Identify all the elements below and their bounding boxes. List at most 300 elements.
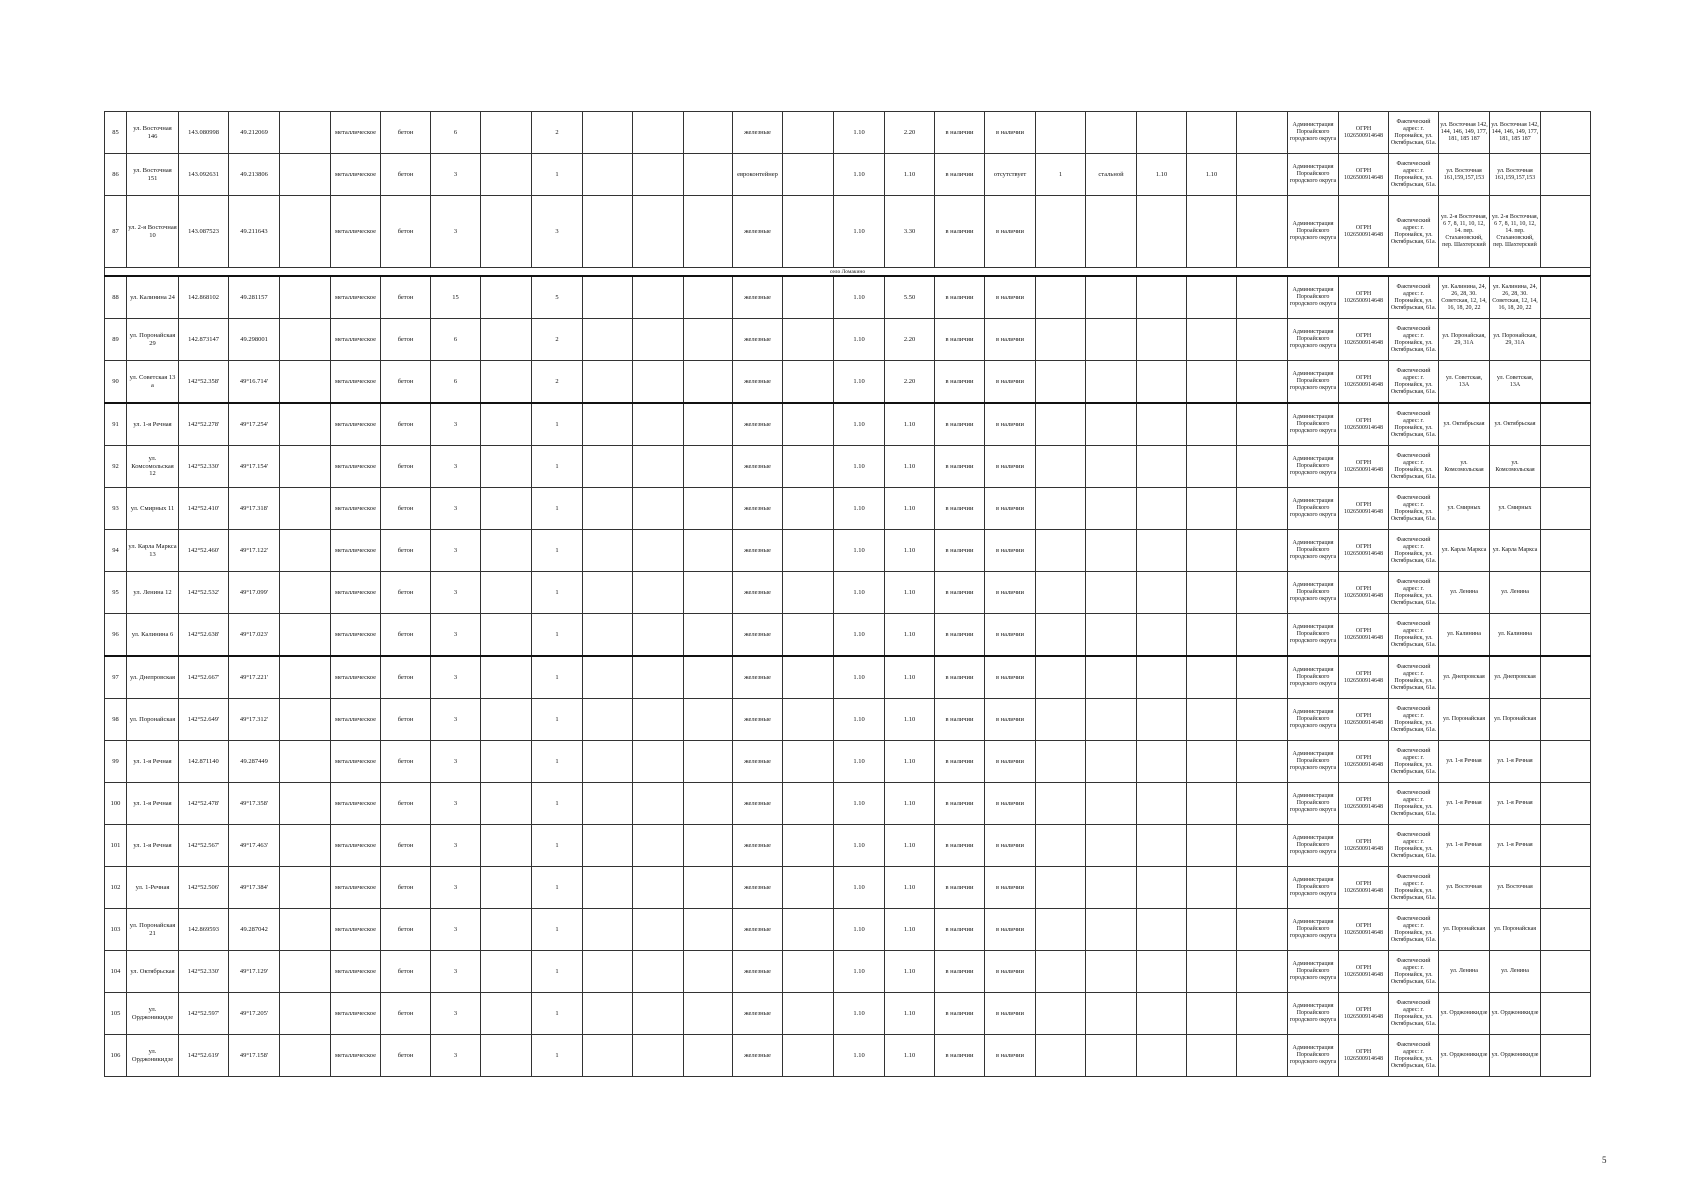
- total-volume: 1.10: [885, 783, 935, 825]
- cell-12: [633, 112, 684, 154]
- latitude: 142.869593: [179, 909, 229, 951]
- cell-20: [1036, 572, 1086, 614]
- total-volume: 1.10: [885, 741, 935, 783]
- cell-21: [1086, 656, 1137, 699]
- container-type: железные: [733, 112, 783, 154]
- cell-5: [280, 446, 331, 488]
- cell-9: [481, 276, 532, 319]
- longitude: 49°17.463': [229, 825, 280, 867]
- cell-21: [1086, 951, 1137, 993]
- table-row: [105, 951, 1591, 993]
- cell-23: [1187, 488, 1237, 530]
- container-count: 1: [532, 867, 583, 909]
- cell-21: [1086, 699, 1137, 741]
- waste-source-1: ул. 1-я Речная: [1439, 825, 1490, 867]
- cell-22: [1137, 112, 1187, 154]
- site-address: ул. 1-я Речная: [127, 741, 179, 783]
- container-count: 1: [532, 1035, 583, 1077]
- cell-12: [633, 530, 684, 572]
- cell-12: [633, 867, 684, 909]
- cell-9: [481, 572, 532, 614]
- cell-18: в наличии: [935, 741, 985, 783]
- cell-5: [280, 951, 331, 993]
- cell-15: [783, 488, 834, 530]
- total-volume: 1.10: [885, 825, 935, 867]
- container-count: 1: [532, 614, 583, 657]
- cell-29: [1541, 909, 1591, 951]
- cell-11: [583, 154, 633, 196]
- cell-19: в наличии: [985, 488, 1036, 530]
- waste-source-1: ул. Ленина: [1439, 572, 1490, 614]
- cell-24: [1237, 196, 1288, 268]
- longitude: 49.211643: [229, 196, 280, 268]
- latitude: 142°52.567': [179, 825, 229, 867]
- base-type: бетон: [381, 361, 431, 404]
- cell-18: в наличии: [935, 1035, 985, 1077]
- owner-name: Администрация Пороайского городского округа: [1288, 783, 1339, 825]
- cell-11: [583, 656, 633, 699]
- cell-11: [583, 403, 633, 446]
- cell-15: [783, 909, 834, 951]
- cell-15: [783, 614, 834, 657]
- cell-18: в наличии: [935, 783, 985, 825]
- row-number: 92: [105, 446, 127, 488]
- cell-20: [1036, 699, 1086, 741]
- cell-19: в наличии: [985, 446, 1036, 488]
- row-number: 89: [105, 319, 127, 361]
- cell-20: [1036, 276, 1086, 319]
- cell-12: [633, 1035, 684, 1077]
- cell-22: [1137, 403, 1187, 446]
- container-volume: 1.10: [834, 699, 885, 741]
- total-volume: 1.10: [885, 951, 935, 993]
- cell-5: [280, 741, 331, 783]
- cover-material: металлическое: [331, 361, 381, 404]
- latitude: 142°52.410': [179, 488, 229, 530]
- cell-29: [1541, 488, 1591, 530]
- cell-11: [583, 196, 633, 268]
- cell-19: в наличии: [985, 951, 1036, 993]
- cover-material: металлическое: [331, 196, 381, 268]
- cell-15: [783, 446, 834, 488]
- cell-21: стальной: [1086, 154, 1137, 196]
- cover-material: металлическое: [331, 1035, 381, 1077]
- base-type: бетон: [381, 825, 431, 867]
- total-volume: 1.10: [885, 572, 935, 614]
- cell-23: [1187, 614, 1237, 657]
- cell-18: в наличии: [935, 825, 985, 867]
- container-volume: 1.10: [834, 741, 885, 783]
- container-type: железные: [733, 867, 783, 909]
- area-value: 6: [431, 112, 481, 154]
- owner-name: Администрация Пороайского городского округа: [1288, 993, 1339, 1035]
- cell-9: [481, 154, 532, 196]
- row-number: 102: [105, 867, 127, 909]
- owner-name: Администрация Пороайского городского округа: [1288, 403, 1339, 446]
- cell-29: [1541, 361, 1591, 404]
- cell-20: [1036, 993, 1086, 1035]
- owner-ogrn: ОГРН 1026500914648: [1339, 154, 1389, 196]
- cell-19: в наличии: [985, 276, 1036, 319]
- cell-20: 1: [1036, 154, 1086, 196]
- cell-22: [1137, 530, 1187, 572]
- cell-12: [633, 154, 684, 196]
- cell-9: [481, 783, 532, 825]
- longitude: 49°17.154': [229, 446, 280, 488]
- waste-source-2: ул. Калинина, 24, 26, 28, 30. Советская, 12, 14, 16, 18, 20, 22: [1490, 276, 1541, 319]
- cell-23: [1187, 319, 1237, 361]
- cell-22: [1137, 614, 1187, 657]
- total-volume: 1.10: [885, 488, 935, 530]
- longitude: 49°17.129': [229, 951, 280, 993]
- cell-11: [583, 530, 633, 572]
- cell-22: [1137, 825, 1187, 867]
- cell-15: [783, 530, 834, 572]
- container-volume: 1.10: [834, 1035, 885, 1077]
- cell-9: [481, 112, 532, 154]
- total-volume: 2.20: [885, 112, 935, 154]
- longitude: 49°17.221': [229, 656, 280, 699]
- base-type: бетон: [381, 614, 431, 657]
- cell-24: [1237, 909, 1288, 951]
- container-volume: 1.10: [834, 530, 885, 572]
- owner-address: Фактический адрес: г. Поронайск, ул. Октябрьская, 61а.: [1389, 656, 1439, 699]
- cell-21: [1086, 1035, 1137, 1077]
- cell-22: [1137, 319, 1187, 361]
- cell-20: [1036, 488, 1086, 530]
- table-row: [105, 154, 1591, 196]
- cell-15: [783, 319, 834, 361]
- cell-9: [481, 403, 532, 446]
- cell-21: [1086, 867, 1137, 909]
- container-type: железные: [733, 403, 783, 446]
- area-value: 3: [431, 741, 481, 783]
- latitude: 142°52.597': [179, 993, 229, 1035]
- owner-address: Фактический адрес: г. Поронайск, ул. Октябрьская, 61а.: [1389, 783, 1439, 825]
- table-row: [105, 656, 1591, 699]
- row-number: 88: [105, 276, 127, 319]
- area-value: 3: [431, 783, 481, 825]
- waste-source-1: ул. Поронайская, 29, 31А: [1439, 319, 1490, 361]
- container-volume: 1.10: [834, 361, 885, 404]
- row-number: 100: [105, 783, 127, 825]
- waste-source-2: ул. 1-я Речная: [1490, 741, 1541, 783]
- waste-source-2: ул. 2-я Восточная, 6 7, 8, 11, 10, 12, 14. пер. Стахановский, пер. Шахтерский: [1490, 196, 1541, 268]
- cell-24: [1237, 276, 1288, 319]
- owner-ogrn: ОГРН 1026500914648: [1339, 530, 1389, 572]
- waste-source-2: ул. Смирных: [1490, 488, 1541, 530]
- container-volume: 1.10: [834, 825, 885, 867]
- site-address: ул. Поронайская 29: [127, 319, 179, 361]
- table-row: [105, 699, 1591, 741]
- waste-source-2: ул. Днепровская: [1490, 656, 1541, 699]
- table-row: [105, 867, 1591, 909]
- row-number: 103: [105, 909, 127, 951]
- cover-material: металлическое: [331, 825, 381, 867]
- cell-9: [481, 699, 532, 741]
- cell-22: [1137, 1035, 1187, 1077]
- cell-11: [583, 488, 633, 530]
- latitude: 142°52.460': [179, 530, 229, 572]
- latitude: 142°52.330': [179, 951, 229, 993]
- container-volume: 1.10: [834, 909, 885, 951]
- owner-ogrn: ОГРН 1026500914648: [1339, 909, 1389, 951]
- base-type: бетон: [381, 276, 431, 319]
- owner-name: Администрация Пороайского городского округа: [1288, 951, 1339, 993]
- area-value: 3: [431, 1035, 481, 1077]
- container-volume: 1.10: [834, 403, 885, 446]
- cell-9: [481, 446, 532, 488]
- table-row: [105, 1035, 1591, 1077]
- cell-18: в наличии: [935, 572, 985, 614]
- latitude: 142°52.330': [179, 446, 229, 488]
- container-count: 1: [532, 572, 583, 614]
- waste-source-2: ул. Орджоникидзе: [1490, 1035, 1541, 1077]
- owner-address: Фактический адрес: г. Поронайск, ул. Октябрьская, 61а.: [1389, 993, 1439, 1035]
- cell-5: [280, 783, 331, 825]
- cell-21: [1086, 572, 1137, 614]
- area-value: 3: [431, 446, 481, 488]
- cell-13: [684, 154, 733, 196]
- owner-name: Администрация Пороайского городского округа: [1288, 530, 1339, 572]
- cell-18: в наличии: [935, 154, 985, 196]
- table-row: [105, 276, 1591, 319]
- owner-ogrn: ОГРН 1026500914648: [1339, 741, 1389, 783]
- longitude: 49.287042: [229, 909, 280, 951]
- cell-11: [583, 783, 633, 825]
- cell-15: [783, 154, 834, 196]
- cell-24: [1237, 361, 1288, 404]
- cell-24: [1237, 783, 1288, 825]
- cell-21: [1086, 446, 1137, 488]
- cell-24: [1237, 319, 1288, 361]
- section-label: село Ломакино: [105, 268, 1591, 277]
- owner-ogrn: ОГРН 1026500914648: [1339, 951, 1389, 993]
- cell-29: [1541, 276, 1591, 319]
- container-volume: 1.10: [834, 112, 885, 154]
- cell-18: в наличии: [935, 403, 985, 446]
- cell-20: [1036, 361, 1086, 404]
- cell-15: [783, 112, 834, 154]
- owner-ogrn: ОГРН 1026500914648: [1339, 614, 1389, 657]
- total-volume: 1.10: [885, 699, 935, 741]
- cell-21: [1086, 614, 1137, 657]
- longitude: 49°17.318': [229, 488, 280, 530]
- waste-source-2: ул. Восточная: [1490, 867, 1541, 909]
- base-type: бетон: [381, 951, 431, 993]
- total-volume: 1.10: [885, 530, 935, 572]
- owner-ogrn: ОГРН 1026500914648: [1339, 403, 1389, 446]
- cell-21: [1086, 741, 1137, 783]
- container-type: евроконтейнер: [733, 154, 783, 196]
- cell-9: [481, 909, 532, 951]
- area-value: 3: [431, 699, 481, 741]
- owner-address: Фактический адрес: г. Поронайск, ул. Октябрьская, 61а.: [1389, 1035, 1439, 1077]
- owner-name: Администрация Пороайского городского округа: [1288, 572, 1339, 614]
- cell-13: [684, 319, 733, 361]
- cell-11: [583, 319, 633, 361]
- cell-23: [1187, 361, 1237, 404]
- total-volume: 3.30: [885, 196, 935, 268]
- row-number: 85: [105, 112, 127, 154]
- cell-29: [1541, 446, 1591, 488]
- cell-20: [1036, 446, 1086, 488]
- row-number: 86: [105, 154, 127, 196]
- table-row: [105, 530, 1591, 572]
- container-count: 1: [532, 488, 583, 530]
- cell-5: [280, 825, 331, 867]
- owner-ogrn: ОГРН 1026500914648: [1339, 319, 1389, 361]
- longitude: 49°17.312': [229, 699, 280, 741]
- cell-18: в наличии: [935, 699, 985, 741]
- cell-13: [684, 656, 733, 699]
- cell-13: [684, 446, 733, 488]
- owner-name: Администрация Пороайского городского округа: [1288, 276, 1339, 319]
- cell-15: [783, 572, 834, 614]
- longitude: 49°17.254': [229, 403, 280, 446]
- total-volume: 1.10: [885, 867, 935, 909]
- cover-material: металлическое: [331, 783, 381, 825]
- cell-12: [633, 993, 684, 1035]
- cell-12: [633, 741, 684, 783]
- container-count: 1: [532, 825, 583, 867]
- cell-29: [1541, 993, 1591, 1035]
- waste-source-2: ул. Поронайская: [1490, 699, 1541, 741]
- owner-name: Администрация Пороайского городского округа: [1288, 446, 1339, 488]
- cell-20: [1036, 614, 1086, 657]
- owner-address: Фактический адрес: г. Поронайск, ул. Октябрьская, 61а.: [1389, 446, 1439, 488]
- cell-12: [633, 783, 684, 825]
- latitude: 142°52.619': [179, 1035, 229, 1077]
- container-type: железные: [733, 530, 783, 572]
- cell-22: [1137, 867, 1187, 909]
- cell-11: [583, 276, 633, 319]
- cell-21: [1086, 993, 1137, 1035]
- area-value: 3: [431, 909, 481, 951]
- area-value: 3: [431, 572, 481, 614]
- cell-24: [1237, 741, 1288, 783]
- cell-11: [583, 993, 633, 1035]
- container-count: 1: [532, 446, 583, 488]
- cell-19: в наличии: [985, 909, 1036, 951]
- table-row: [105, 572, 1591, 614]
- cover-material: металлическое: [331, 530, 381, 572]
- container-count: 5: [532, 276, 583, 319]
- cell-20: [1036, 403, 1086, 446]
- cell-19: в наличии: [985, 1035, 1036, 1077]
- table-row: [105, 488, 1591, 530]
- site-address: ул. 1-Речная: [127, 867, 179, 909]
- container-type: железные: [733, 446, 783, 488]
- cover-material: металлическое: [331, 112, 381, 154]
- waste-source-1: ул. Орджоникидзе: [1439, 1035, 1490, 1077]
- site-address: ул. Калинина 24: [127, 276, 179, 319]
- row-number: 106: [105, 1035, 127, 1077]
- cell-5: [280, 319, 331, 361]
- cell-29: [1541, 154, 1591, 196]
- cell-5: [280, 1035, 331, 1077]
- longitude: 49.281157: [229, 276, 280, 319]
- cell-13: [684, 867, 733, 909]
- cell-22: [1137, 699, 1187, 741]
- owner-name: Администрация Пороайского городского округа: [1288, 699, 1339, 741]
- container-count: 1: [532, 951, 583, 993]
- area-value: 3: [431, 951, 481, 993]
- cell-9: [481, 1035, 532, 1077]
- site-address: ул. Ленина 12: [127, 572, 179, 614]
- cell-23: [1187, 572, 1237, 614]
- cell-12: [633, 909, 684, 951]
- cell-20: [1036, 741, 1086, 783]
- container-volume: 1.10: [834, 867, 885, 909]
- owner-name: Администрация Пороайского городского округа: [1288, 488, 1339, 530]
- cover-material: металлическое: [331, 741, 381, 783]
- site-address: ул. Смирных 11: [127, 488, 179, 530]
- waste-source-2: ул. Калинина: [1490, 614, 1541, 657]
- table-row: [105, 361, 1591, 404]
- cell-9: [481, 530, 532, 572]
- cell-13: [684, 112, 733, 154]
- owner-address: Фактический адрес: г. Поронайск, ул. Октябрьская, 61а.: [1389, 154, 1439, 196]
- waste-source-2: ул. Советская, 13А: [1490, 361, 1541, 404]
- cell-12: [633, 446, 684, 488]
- latitude: 142.868102: [179, 276, 229, 319]
- container-type: железные: [733, 276, 783, 319]
- container-type: железные: [733, 741, 783, 783]
- cell-23: [1187, 530, 1237, 572]
- latitude: 142.871140: [179, 741, 229, 783]
- container-volume: 1.10: [834, 783, 885, 825]
- cell-29: [1541, 1035, 1591, 1077]
- waste-source-1: ул. Советская, 13А: [1439, 361, 1490, 404]
- section-header: [105, 268, 1591, 277]
- waste-source-2: ул. 1-я Речная: [1490, 825, 1541, 867]
- cover-material: металлическое: [331, 699, 381, 741]
- waste-source-2: ул. 1-я Речная: [1490, 783, 1541, 825]
- cell-23: [1187, 825, 1237, 867]
- owner-ogrn: ОГРН 1026500914648: [1339, 825, 1389, 867]
- cell-5: [280, 993, 331, 1035]
- cell-15: [783, 867, 834, 909]
- owner-address: Фактический адрес: г. Поронайск, ул. Октябрьская, 61а.: [1389, 112, 1439, 154]
- cell-21: [1086, 909, 1137, 951]
- container-type: железные: [733, 488, 783, 530]
- container-volume: 1.10: [834, 446, 885, 488]
- cell-23: [1187, 196, 1237, 268]
- site-address: ул. Днепровская: [127, 656, 179, 699]
- waste-source-1: ул. 2-я Восточная, 6 7, 8, 11, 10, 12, 14. пер. Стахановский, пер. Шахтерский: [1439, 196, 1490, 268]
- site-address: ул. Поронайская 21: [127, 909, 179, 951]
- cell-22: [1137, 909, 1187, 951]
- container-type: железные: [733, 951, 783, 993]
- cell-19: в наличии: [985, 656, 1036, 699]
- total-volume: 1.10: [885, 154, 935, 196]
- cell-9: [481, 993, 532, 1035]
- cell-21: [1086, 276, 1137, 319]
- base-type: бетон: [381, 154, 431, 196]
- cover-material: металлическое: [331, 867, 381, 909]
- cell-19: отсутствует: [985, 154, 1036, 196]
- cell-18: в наличии: [935, 361, 985, 404]
- waste-source-1: ул. Октябрьская: [1439, 403, 1490, 446]
- site-address: ул. Восточная 146: [127, 112, 179, 154]
- owner-ogrn: ОГРН 1026500914648: [1339, 112, 1389, 154]
- row-number: 93: [105, 488, 127, 530]
- site-address: ул. Поронайская: [127, 699, 179, 741]
- owner-address: Фактический адрес: г. Поронайск, ул. Октябрьская, 61а.: [1389, 951, 1439, 993]
- owner-ogrn: ОГРН 1026500914648: [1339, 446, 1389, 488]
- owner-name: Администрация Пороайского городского округа: [1288, 154, 1339, 196]
